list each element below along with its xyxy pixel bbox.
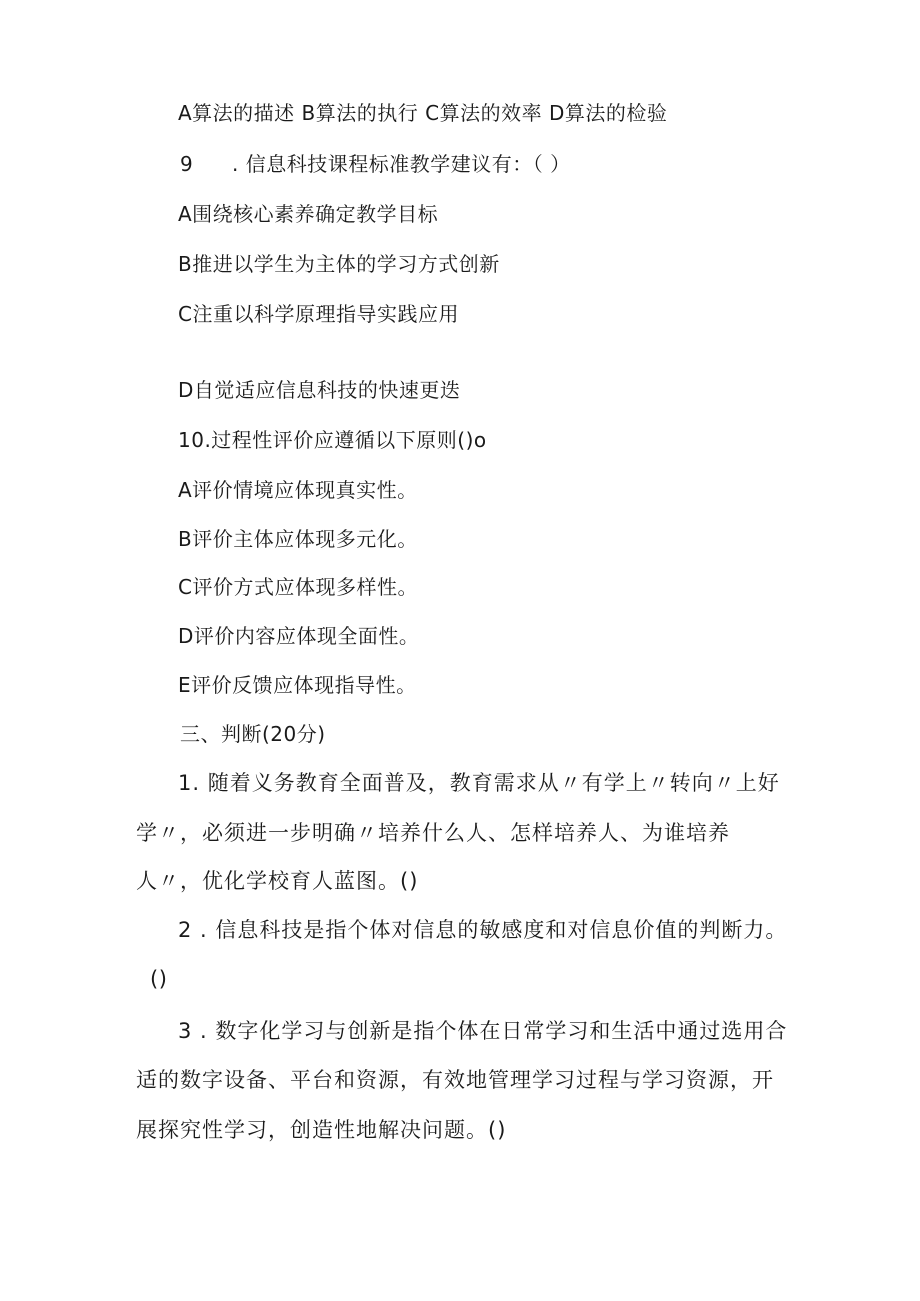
q10-option-d: D评价内容应体现全面性。	[178, 624, 420, 648]
q9-number: 9	[180, 152, 194, 176]
q9-option-c: C注重以科学原理指导实践应用	[178, 302, 459, 326]
judge-q1-line3: 人〃，优化学校育人蓝图。()	[136, 869, 419, 893]
q10-option-c: C评价方式应体现多样性。	[178, 575, 418, 599]
q9-question: . 信息科技课程标准教学建议有：（ ）	[232, 152, 571, 176]
judge-q3-line3: 展探究性学习，创造性地解决问题。()	[136, 1118, 507, 1142]
judge-q2-line2: ()	[150, 967, 168, 991]
q10-option-b: B评价主体应体现多元化。	[178, 527, 418, 551]
q9-option-d: D自觉适应信息科技的快速更迭	[178, 378, 461, 402]
judge-q1-line1: 1. 随着义务教育全面普及，教育需求从〃有学上〃转向〃上好	[178, 771, 780, 795]
judge-q3-line2: 适的数字设备、平台和资源，有效地管理学习过程与学习资源，开	[136, 1068, 774, 1092]
judge-q1-line2: 学〃，必须进一步明确〃培养什么人、怎样培养人、为谁培养	[136, 821, 730, 845]
q8-options-line: A算法的描述 B算法的执行 C算法的效率 D算法的检验	[178, 101, 668, 125]
q10-option-e: E评价反馈应体现指导性。	[178, 673, 417, 697]
section-title: 三、判断(20分)	[180, 722, 326, 746]
judge-q2-line1: 2 . 信息科技是指个体对信息的敏感度和对信息价值的判断力。	[178, 918, 788, 942]
q9-option-a: A围绕核心素养确定教学目标	[178, 202, 439, 226]
q9-option-b: B推进以学生为主体的学习方式创新	[178, 252, 500, 276]
judge-q3-line1: 3 . 数字化学习与创新是指个体在日常学习和生活中通过选用合	[178, 1019, 788, 1043]
q10-question: 10.过程性评价应遵循以下原则()o	[178, 428, 487, 452]
q10-option-a: A评价情境应体现真实性。	[178, 478, 418, 502]
